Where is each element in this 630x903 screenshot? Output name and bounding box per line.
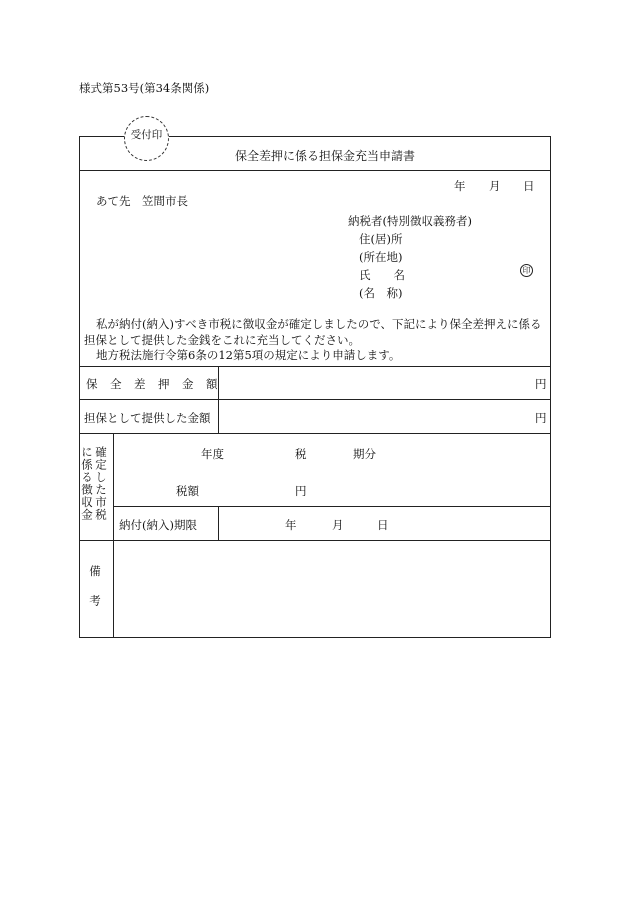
addressee: あて先 笠間市長: [96, 194, 188, 208]
statement-line-1: 私が納付(納入)すべき市税に徴収金が確定しましたので、下記により保全差押えに係る: [96, 317, 542, 331]
seizure-amount-unit: 円: [535, 377, 547, 391]
deadline-year: 年: [285, 518, 297, 532]
address-label: 住(居)所: [359, 232, 403, 246]
tax-amount-label: 税額: [176, 484, 199, 498]
name-label: 氏 名: [359, 268, 405, 282]
form-title: 保全差押に係る担保金充当申請書: [235, 149, 416, 163]
date-year: 年: [454, 179, 466, 193]
tax-amount-unit: 円: [295, 484, 307, 498]
amount-column-divider: [218, 366, 219, 433]
collateral-row-divider: [79, 433, 551, 434]
fiscal-year-label: 年度: [201, 447, 224, 461]
name-alt-label: (名 称): [359, 286, 403, 300]
statement-line-3: 地方税法施行令第6条の12第5項の規定により申請します。: [96, 348, 401, 362]
deadline-month: 月: [332, 518, 344, 532]
title-divider: [79, 170, 551, 171]
collateral-amount-label: 担保として提供した金額: [84, 411, 211, 425]
deadline-label: 納付(納入)期限: [119, 518, 197, 532]
deadline-column-divider: [218, 506, 219, 540]
address-alt-label: (所在地): [359, 250, 403, 264]
deadline-row-divider: [113, 506, 551, 507]
seizure-row-divider: [79, 399, 551, 400]
period-label: 期分: [353, 447, 376, 461]
seizure-amount-label: 保 全 差 押 金 額: [86, 377, 218, 391]
reception-stamp-area: [124, 116, 169, 161]
form-number: 様式第53号(第34条関係): [79, 81, 210, 95]
seal-mark: [520, 264, 533, 277]
date-day: 日: [523, 179, 535, 193]
statement-line-2: 担保として提供した金銭をこれに充当してください。: [84, 333, 360, 347]
collateral-amount-unit: 円: [535, 411, 547, 425]
seal-label: 印: [522, 266, 531, 275]
remarks-label: 備考: [88, 565, 102, 624]
date-month: 月: [489, 179, 501, 193]
deadline-day: 日: [377, 518, 389, 532]
confirmed-tax-side-label: 確定した市税に係る徴収金: [80, 446, 108, 521]
applicant-heading: 納税者(特別徴収義務者): [348, 214, 472, 228]
reception-stamp-label: 受付印: [130, 129, 163, 141]
remarks-area[interactable]: [114, 541, 550, 637]
tax-label: 税: [295, 447, 307, 461]
statement-divider: [79, 366, 551, 367]
